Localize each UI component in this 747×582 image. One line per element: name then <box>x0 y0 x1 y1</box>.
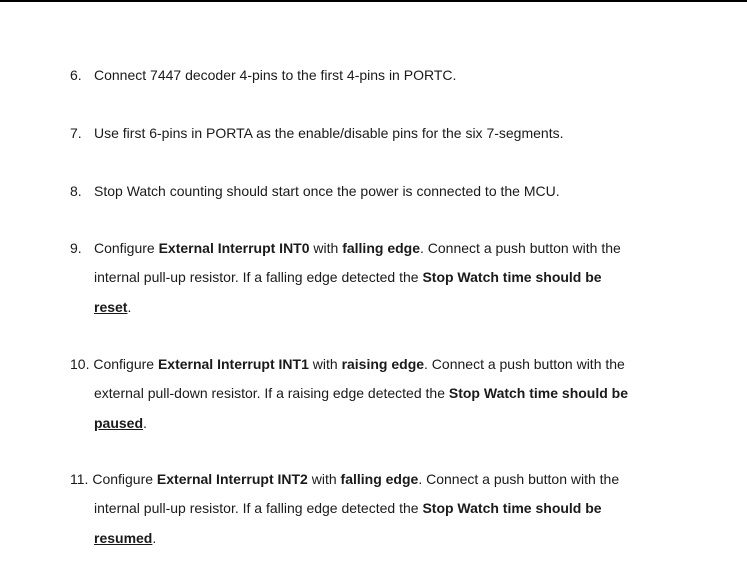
underlined-bold-run: resumed <box>94 530 153 546</box>
underlined-bold-run: paused <box>94 415 144 431</box>
text-run: with <box>307 471 341 487</box>
text-run: . Connect a push button with the <box>420 240 621 256</box>
item-10-line-1 <box>70 355 625 373</box>
item-10-line-3 <box>94 414 147 432</box>
item-8-line <box>70 182 82 200</box>
bold-run: Stop Watch time should be <box>422 500 602 516</box>
item-11-line-2 <box>94 499 602 517</box>
item-number: 8. <box>70 183 82 199</box>
text-run: Configure <box>94 240 159 256</box>
text-run: internal pull-up resistor. If a falling edge detected the <box>94 500 423 516</box>
text-run: internal pull-up resistor. If a falling edge detected the <box>94 269 423 285</box>
bold-run: External Interrupt INT1 <box>157 356 309 372</box>
bold-run: External Interrupt INT0 <box>158 240 310 256</box>
item-number: 6. <box>70 67 82 83</box>
item-11-line-1 <box>70 470 619 488</box>
item-6-line <box>70 66 82 84</box>
bold-run: Stop Watch time should be <box>448 385 629 401</box>
text-run: . Connect a push button with the <box>418 471 620 487</box>
text-run: . <box>127 299 132 315</box>
bold-run: falling edge <box>342 240 420 256</box>
item-10-line-2 <box>94 384 628 402</box>
underlined-bold-run: reset <box>94 299 128 315</box>
item-number: 9. <box>70 240 82 256</box>
item-7-line <box>70 124 82 142</box>
bold-run: Stop Watch time should be <box>422 269 602 285</box>
item-8-text: Stop Watch counting should start once the power is connected to the MCU. <box>94 183 560 199</box>
bold-run: raising edge <box>341 356 425 372</box>
item-9-number-line <box>70 239 82 257</box>
top-border-line <box>0 0 747 2</box>
item-number: 10. <box>70 356 90 372</box>
bold-run: falling edge <box>340 471 419 487</box>
text-run: with <box>309 240 343 256</box>
item-9-line-1 <box>94 239 621 257</box>
item-number: 7. <box>70 125 82 141</box>
text-run: . Connect a push button with the <box>424 356 625 372</box>
item-number: 11. <box>70 471 89 487</box>
text-run: Configure <box>93 356 158 372</box>
text-run: external pull-down resistor. If a raising edge detected the <box>94 385 449 401</box>
item-7-text: Use first 6-pins in PORTA as the enable/disable pins for the six 7-segments. <box>94 125 564 141</box>
text-run: Configure <box>92 471 157 487</box>
item-6-text: Connect 7447 decoder 4-pins to the first 4-pins in PORTC. <box>94 67 457 83</box>
bold-run: External Interrupt INT2 <box>156 471 308 487</box>
text-run: . <box>152 530 157 546</box>
item-9-line-3 <box>94 298 131 316</box>
item-11-line-3 <box>94 529 156 547</box>
item-9-line-2 <box>94 268 602 286</box>
text-run: with <box>308 356 342 372</box>
text-run: . <box>143 415 147 431</box>
